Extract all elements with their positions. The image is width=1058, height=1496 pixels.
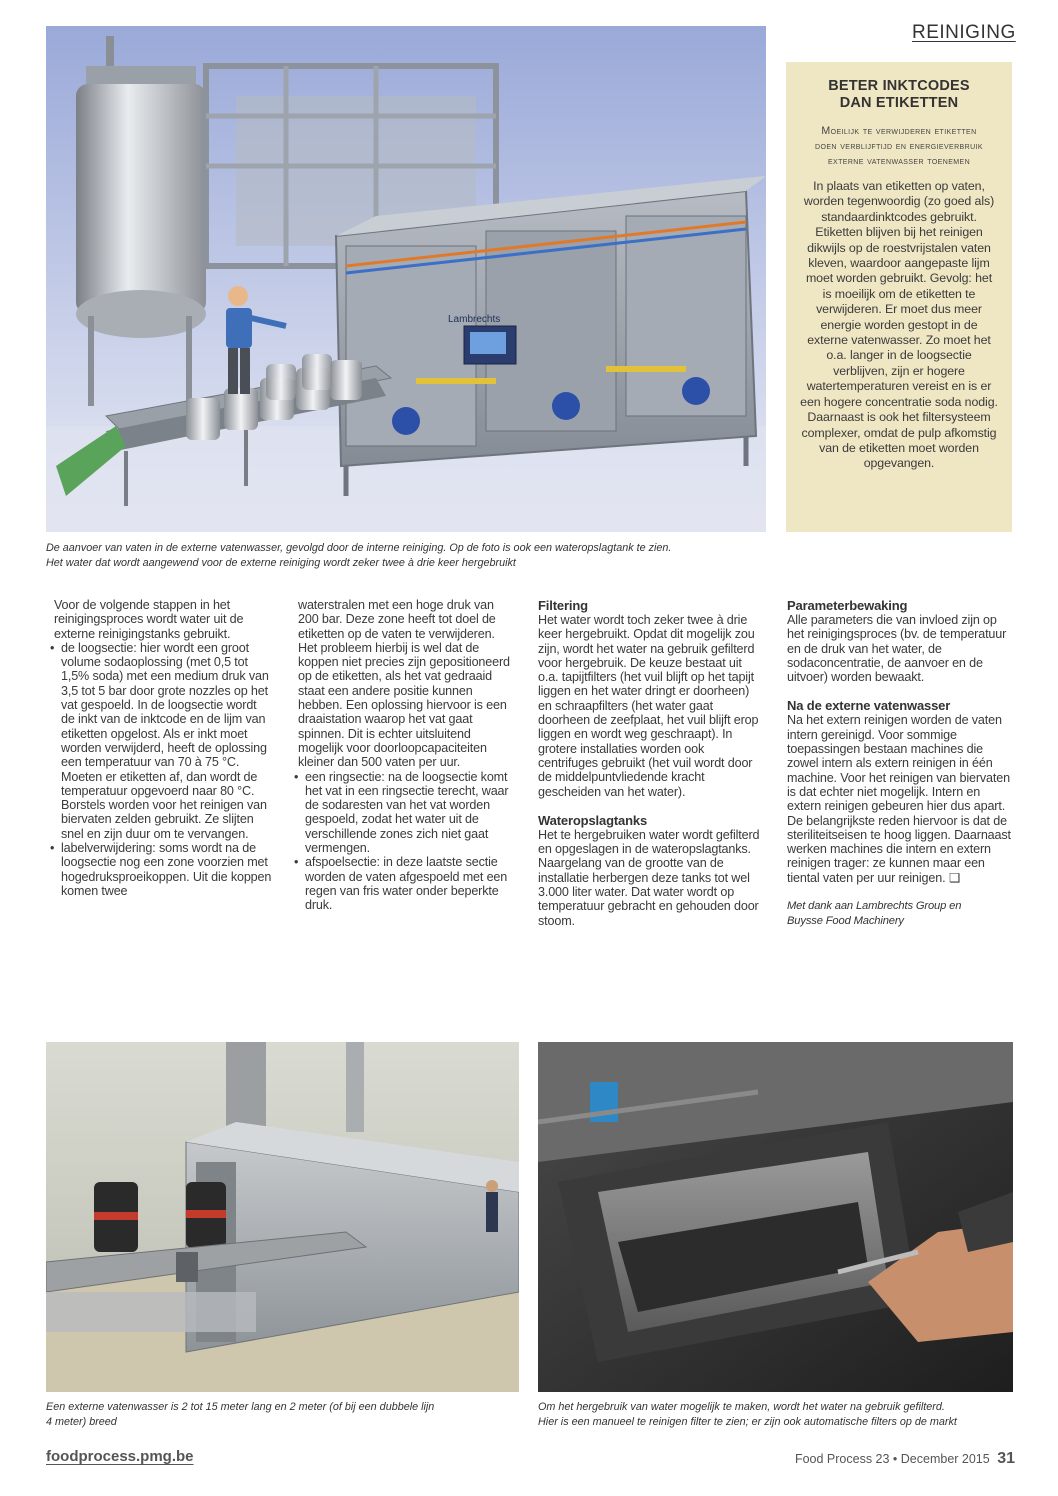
bottom-right-photo [538, 1042, 1013, 1392]
section-label: REINIGING [912, 22, 1016, 43]
acknowledgement: Met dank aan Lambrechts Group en Buysse Food Machinery [787, 900, 962, 928]
wateropslagtanks-text: Het te hergebruiken water wordt gefilterd en opgeslagen in de wateropslagtanks. Naargelang van de grootte van de installatie herbergen deze tanks tot wel 3.000 liter water. Dat water wordt op temperatuur gebracht en gehouden door stoom. [538, 827, 760, 928]
sidebar-title: BETER INKTCODES DAN ETIKETTEN [828, 78, 970, 111]
footer-issue-text: Food Process 23 • December 2015 [794, 1452, 990, 1466]
bottom-left-photo [46, 1042, 519, 1392]
top-photo [46, 26, 766, 532]
sidebar-box [786, 62, 1012, 532]
footer-website-link[interactable]: foodprocess.pmg.be [46, 1448, 194, 1465]
footer-issue [760, 1450, 1015, 1468]
page-number: 31 [997, 1450, 1015, 1467]
bottom-left-caption: Een externe vatenwasser is 2 tot 15 meter lang en 2 meter (of bij een dubbele lijn 4 meter) breed [46, 1401, 435, 1428]
col2-continuation: waterstralen met een hoge druk van 200 bar. Deze zone heeft tot doel de etiketten op de vaten te verwijderen. Het probleem hierbij is wel dat de koppen niet precies zijn gepositioneerd op de etiketten, als het vat gedraaid staat een andere positie kunnen hebben. Een oplossing hiervoor is een draaistation waarop het vat gaat spinnen. Dit is echter uitsluitend mogelijk voor doorloopcapaciteiten kleiner dan 500 vaten per uur. [298, 598, 510, 770]
sidebar-subtitle: Moeilijk te verwijderen etiketten doen verblijftijd en energieverbruik externe vatenwasser toenemen [815, 125, 983, 167]
column-1 [54, 598, 272, 898]
col1-intro: Voor de volgende stappen in het reinigingsproces wordt water uit de externe reinigingstanks gebruikt. [54, 598, 244, 641]
sidebar-body: In plaats van etiketten op vaten, worden tegenwoordig (zo goed als) standaardinktcodes gebruikt. Etiketten blijven bij het reinigen dikwijls op de roestvrijstalen vaten kleven, waardoor aangepaste lijm moet worden gebruikt. Gevolg: het is moeilijk om de etiketten te verwijderen. Er moet dus meer energie worden gestopt in de externe vatenwasser. Zo moet het o.a. langer in de loogsectie verblijven, zijn er hogere watertemperaturen vereist en is er een hogere concentratie soda nodig. Daarnaast is ook het filtersysteem complexer, omdat de pulp afkomstig van de etiketten moet worden opgevangen. [800, 179, 998, 471]
col1-bullet-labelverwijdering: • labelverwijdering: soms wordt na de loogsectie nog een zone voorzien met hogedruksproeikoppen. Uit die koppen komen twee [54, 841, 272, 898]
top-photo-caption: De aanvoer van vaten in de externe vatenwasser, gevolgd door de interne reiniging. Op de foto is ook een wateropslagtank te zien. Het water dat wordt aangewend voor de externe reiniging wordt zeker twee à drie keer hergebruikt [46, 542, 672, 569]
col2-bullet-ringsectie: • een ringsectie: na de loogsectie komt het vat in een ringsectie terecht, waar de sodaresten van het vat worden gespoeld, zodat het water uit de verschillende zones zich niet gaat vermengen. [298, 770, 516, 856]
heading-filtering: Filtering [538, 598, 588, 613]
column-3 [538, 598, 764, 928]
filtering-text: Het water wordt toch zeker twee à drie keer hergebruikt. Opdat dit mogelijk zou zijn, wordt het water na gebruik gefilterd voor hergebruik. De keuze bestaat uit o.a. tapijtfilters (het vuil blijft op het tapijt liggen en het water dringt er doorheen) en schraapfilters (het water gaat doorheen de zeefplaat, het vuil blijft erop liggen en wordt weg geschraapt). In grotere installaties worden ook centrifuges gebruikt (het vuil wordt door de middelpuntvliedende kracht gescheiden van het water). [538, 613, 759, 799]
heading-wateropslagtanks: Wateropslagtanks [538, 812, 648, 828]
col1-bullet-loogsectie: • de loogsectie: hier wordt een groot volume sodaoplossing (met 0,5 tot 1,5% soda) met een medium druk van 3,5 tot 5 bar door grote nozzles op het vat gespoeld. In de loogsectie wordt de inkt van de inktcode en de lijm van etiketten opgelost. Als er inkt moet worden verwijderd, heeft de oplossing een temperatuur van 70 à 75 °C. Moeten er etiketten af, dan wordt de temperatuur opgevoerd naar 80 °C. Borstels worden voor het reinigen van biervaten zelden gebruikt. Ze slijten snel en zijn duur om te vervangen. [54, 641, 272, 841]
parameterbewaking-text: Alle parameters die van invloed zijn op het reinigingsproces (bv. de temperatuur en de druk van het water, de sodaconcentratie, de aanvoer en de uitvoer) worden bewaakt. [787, 613, 1007, 685]
machine-brand: Lambrechts [448, 314, 501, 325]
bottom-right-caption: Om het hergebruik van water mogelijk te maken, wordt het water na gebruik gefilterd. Hier is een manueel te reinigen filter te zien; er zijn ook automatische filters op de markt [538, 1401, 957, 1428]
column-2 [298, 598, 516, 913]
heading-na-externe-vatenwasser: Na de externe vatenwasser [787, 698, 951, 714]
column-4 [787, 598, 1013, 929]
heading-parameterbewaking: Parameterbewaking [787, 598, 908, 613]
col2-bullet-afspoelsectie: • afspoelsectie: in deze laatste sectie worden de vaten afgespoeld met een regen van fris water onder beperkte druk. [298, 855, 516, 912]
na-externe-vatenwasser-text: Na het extern reinigen worden de vaten intern gereinigd. Voor sommige toepassingen bestaan machines die zowel intern als extern reinigen in één machine. Voor het reinigen van biervaten is dat echter niet mogelijk. Intern en extern reinigen gebeuren hier dus apart. De belangrijkste reden hiervoor is dat de steriliteitseisen te hoog liggen. Daarnaast werken machines die intern en extern reinigen trager: ze kunnen maar een tiental vaten per uur reinigen. ❑ [787, 713, 1011, 885]
